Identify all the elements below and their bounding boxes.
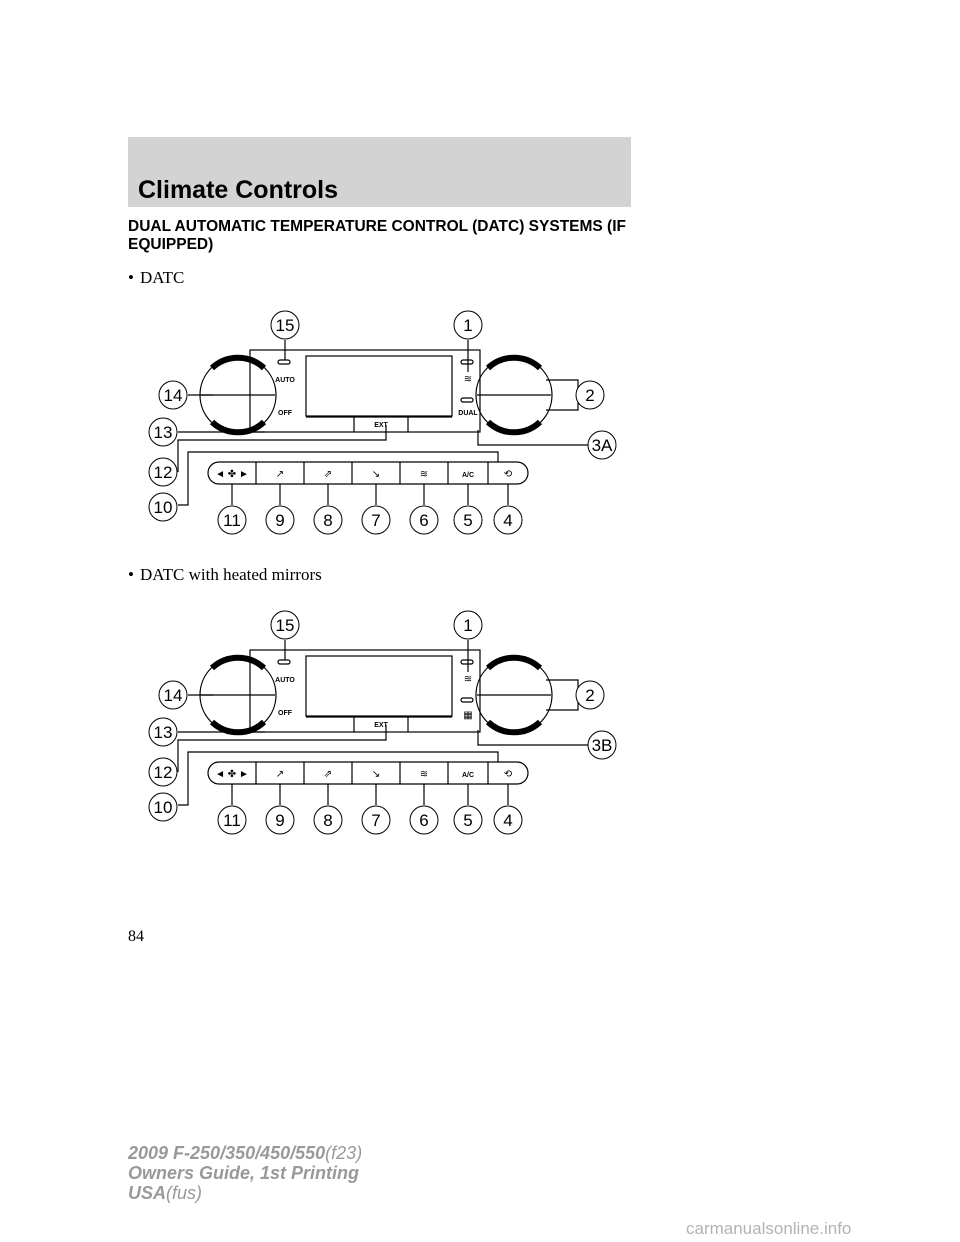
heated-mirror-icon: ▦	[463, 710, 473, 721]
ext-label: EXT	[374, 722, 388, 729]
footer-line-1	[128, 1143, 362, 1163]
callout-8: 8	[323, 811, 333, 830]
defrost-icon: ≋	[463, 374, 473, 385]
off-label: OFF	[278, 710, 292, 717]
page-number: 84	[128, 928, 144, 945]
callout-11: 11	[223, 811, 241, 830]
ac-label: A/C	[461, 472, 475, 479]
callout-13: 13	[153, 723, 173, 742]
floor-defrost-icon: ≋	[419, 469, 429, 480]
dual-label: DUAL	[458, 410, 478, 417]
footer	[128, 1143, 362, 1203]
callout-10: 10	[153, 498, 173, 517]
callout-9: 9	[275, 511, 285, 530]
callout-6: 6	[419, 511, 429, 530]
callout-13: 13	[153, 423, 173, 442]
callout-5: 5	[463, 811, 473, 830]
auto-label: AUTO	[275, 377, 295, 384]
callout-4: 4	[503, 811, 513, 830]
ext-label: EXT	[374, 422, 388, 429]
bullet-dot: •	[128, 565, 134, 584]
callout-8: 8	[323, 511, 333, 530]
callout-7: 7	[371, 511, 381, 530]
recirculation-icon: ⟲	[503, 469, 513, 480]
footer-line-2: Owners Guide, 1st Printing	[128, 1163, 360, 1183]
callout-15: 15	[275, 616, 295, 635]
fan-speed-icon: ◄ ✤ ►	[215, 469, 249, 480]
callout-9: 9	[275, 811, 285, 830]
callout-3a: 3A	[591, 436, 613, 455]
footer-model-code: (f23)	[325, 1143, 363, 1163]
display-screen	[306, 356, 452, 416]
ac-label: A/C	[461, 772, 475, 779]
recirculation-icon: ⟲	[503, 769, 513, 780]
footer-region-code: (fus)	[166, 1183, 203, 1203]
datc-diagram	[128, 300, 628, 540]
display-screen	[306, 656, 452, 716]
callout-2: 2	[585, 386, 595, 405]
floor-vent-icon: ↘	[371, 769, 381, 780]
auto-label: AUTO	[275, 677, 295, 684]
fan-speed-icon: ◄ ✤ ►	[215, 769, 249, 780]
callout-2: 2	[585, 686, 595, 705]
callout-12: 12	[153, 763, 173, 782]
section-heading: DUAL AUTOMATIC TEMPERATURE CONTROL (DATC) SYSTEMS (IF EQUIPPED)	[128, 218, 626, 253]
callout-14: 14	[163, 386, 183, 405]
footer-line-3	[128, 1183, 362, 1203]
floor-defrost-icon: ≋	[419, 769, 429, 780]
callout-5: 5	[463, 511, 473, 530]
control-panel	[250, 650, 480, 732]
callout-1: 1	[463, 316, 473, 335]
control-panel	[250, 350, 480, 432]
bullet-item	[128, 268, 184, 288]
bilevel-vent-icon: ⇗	[323, 769, 333, 780]
watermark: carmanualsonline.info	[686, 1219, 852, 1238]
callout-10: 10	[153, 798, 173, 817]
panel-vent-icon: ↗	[275, 769, 285, 780]
callout-11: 11	[223, 511, 241, 530]
datc-heated-mirrors-diagram	[128, 600, 628, 840]
off-label: OFF	[278, 410, 292, 417]
callout-15: 15	[275, 316, 295, 335]
bullet-label: DATC with heated mirrors	[139, 565, 322, 584]
callout-4: 4	[503, 511, 513, 530]
footer-model: 2009 F-250/350/450/550	[128, 1143, 326, 1163]
footer-region: USA	[128, 1183, 167, 1203]
callout-14: 14	[163, 686, 183, 705]
bullet-label: DATC	[139, 268, 185, 287]
bullet-item	[128, 565, 322, 585]
defrost-icon: ≋	[463, 674, 473, 685]
page-title: Climate Controls	[138, 176, 339, 204]
panel-vent-icon: ↗	[275, 469, 285, 480]
callout-12: 12	[153, 463, 173, 482]
bilevel-vent-icon: ⇗	[323, 469, 333, 480]
callout-3b: 3B	[591, 736, 613, 755]
callout-1: 1	[463, 616, 473, 635]
callout-6: 6	[419, 811, 429, 830]
floor-vent-icon: ↘	[371, 469, 381, 480]
callout-7: 7	[371, 811, 381, 830]
bullet-dot: •	[128, 268, 134, 287]
